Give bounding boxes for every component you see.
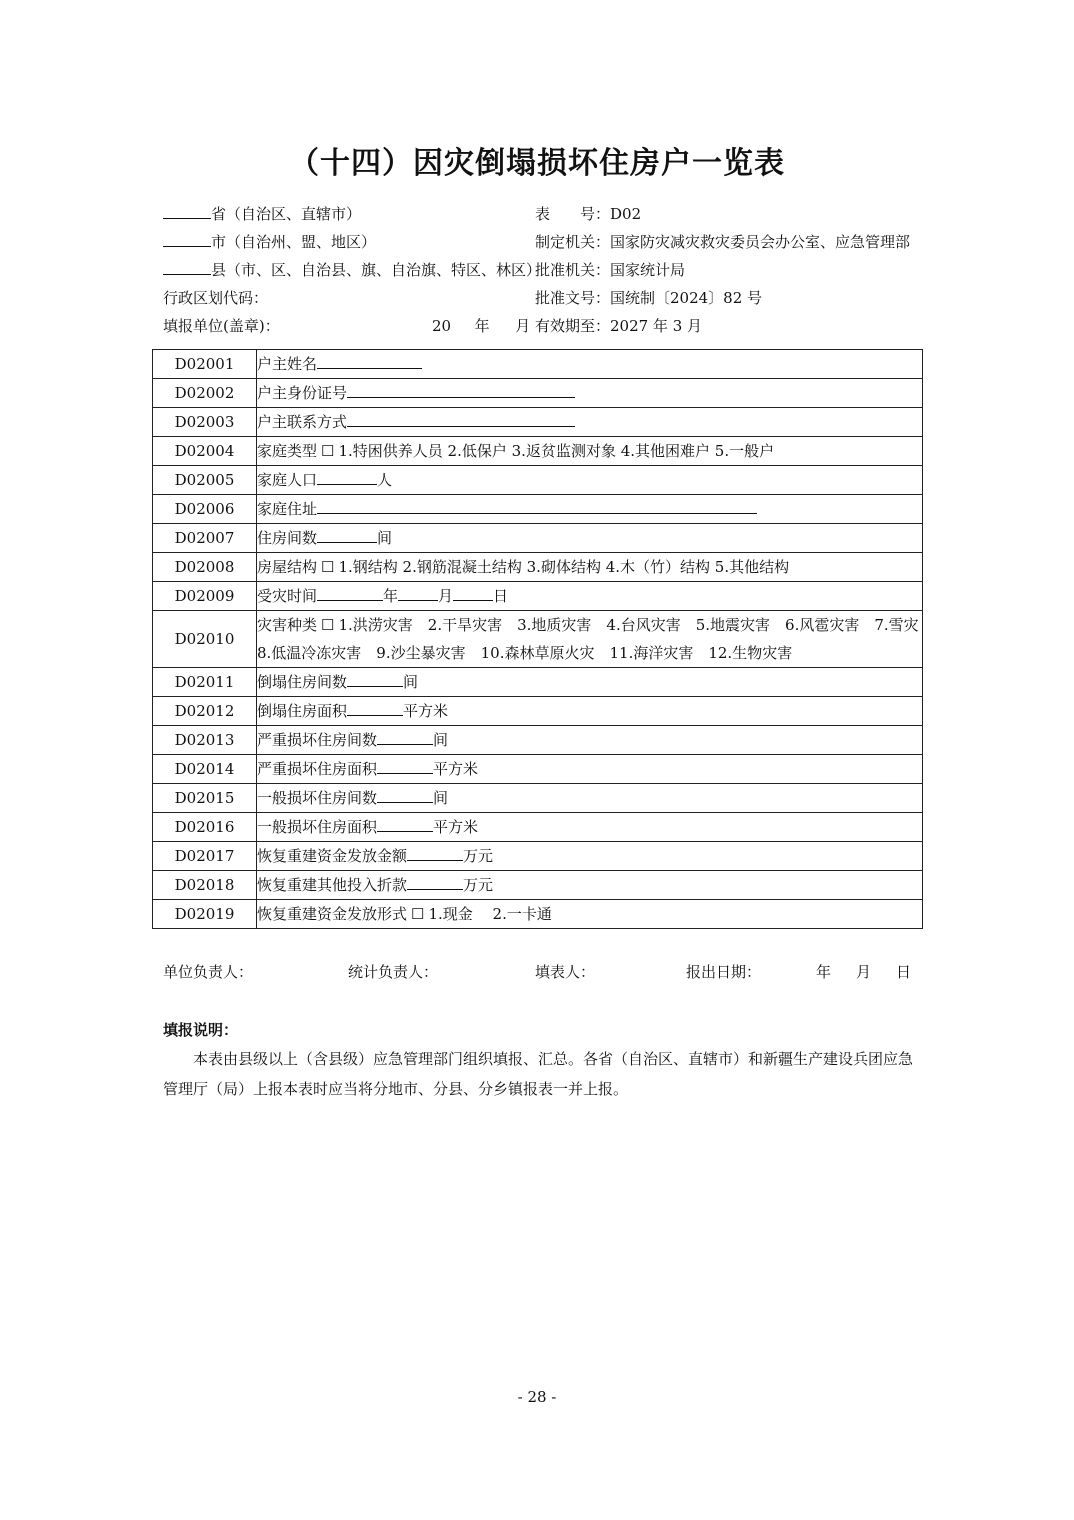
item-code: D02002 [153, 379, 257, 408]
item-code: D02013 [153, 726, 257, 755]
header-left-text: 县（市、区、自治县、旗、自治旗、特区、林区） [211, 261, 542, 279]
item-code: D02017 [153, 842, 257, 871]
item-label: 住房间数 [257, 529, 318, 547]
item-label: 灾害种类 [257, 616, 318, 634]
item-unit: 间 [403, 673, 419, 691]
date-year-prefix: 20 [432, 317, 452, 335]
fill-blank[interactable] [317, 496, 757, 514]
item-unit: 平方米 [433, 760, 479, 778]
fill-blank[interactable] [377, 785, 433, 803]
table-row [153, 437, 923, 466]
item-label: 一般损坏住房间数 [257, 789, 378, 807]
page-number: - 28 - [517, 1388, 557, 1406]
date-unit: 年 [383, 587, 399, 605]
header-right-line: 制定机关：国家防灾减灾救灾委员会办公室、应急管理部 [535, 233, 911, 251]
item-content [257, 379, 923, 408]
header-right [535, 200, 935, 340]
checkbox-icon[interactable]: ☐ [321, 558, 335, 576]
item-unit: 万元 [463, 847, 494, 865]
fill-blank[interactable] [317, 351, 422, 369]
item-code: D02011 [153, 668, 257, 697]
date-month-label: 月 [515, 317, 531, 335]
table-row [153, 871, 923, 900]
header-left-text: 行政区划代码： [163, 289, 269, 307]
table-row [153, 668, 923, 697]
header-left-line [163, 256, 542, 284]
item-label: 户主联系方式 [257, 413, 348, 431]
table-row [153, 408, 923, 437]
item-unit: 间 [433, 731, 449, 749]
fill-blank[interactable] [407, 843, 463, 861]
fill-blank[interactable] [317, 525, 377, 543]
checkbox-icon[interactable]: ☐ [411, 905, 425, 923]
item-options: 1.特困供养人员 2.低保户 3.返贫监测对象 4.其他困难户 5.一般户 [338, 442, 775, 460]
item-label: 倒塌住房间数 [257, 673, 348, 691]
table-row [153, 697, 923, 726]
item-label: 受灾时间 [257, 587, 318, 605]
item-content [257, 437, 923, 466]
item-unit: 万元 [463, 876, 494, 894]
report-date-label: 报出日期： [686, 963, 762, 981]
table-row [153, 900, 923, 929]
item-unit: 平方米 [433, 818, 479, 836]
item-code: D02018 [153, 871, 257, 900]
header-left-line [163, 284, 533, 312]
filler-label: 填表人： [535, 963, 596, 981]
date-unit: 日 [493, 587, 509, 605]
item-content [257, 900, 923, 929]
header-right-line: 表 号：D02 [535, 205, 642, 223]
fill-blank[interactable] [163, 201, 211, 219]
item-content [257, 842, 923, 871]
report-year-label: 年 [816, 963, 832, 981]
item-code: D02019 [153, 900, 257, 929]
fill-blank[interactable] [377, 727, 433, 745]
date-year-label: 年 [474, 317, 490, 335]
fill-blank[interactable] [347, 380, 575, 398]
item-unit: 人 [377, 471, 393, 489]
table-row [153, 611, 923, 668]
item-label: 家庭人口 [257, 471, 318, 489]
item-content [257, 611, 934, 668]
header-right-line: 批准机关：国家统计局 [535, 261, 686, 279]
fill-blank[interactable] [377, 814, 433, 832]
item-content [257, 350, 923, 379]
fill-blank[interactable] [317, 467, 377, 485]
item-content [257, 726, 923, 755]
item-label: 倒塌住房面积 [257, 702, 348, 720]
header-right-line: 批准文号：国统制〔2024〕82 号 [535, 289, 763, 307]
fill-blank[interactable] [377, 756, 433, 774]
fill-blank[interactable] [453, 583, 493, 601]
item-code: D02014 [153, 755, 257, 784]
header-left-text: 填报单位(盖章)： [163, 317, 280, 335]
item-content [257, 495, 923, 524]
fill-blank[interactable] [317, 583, 383, 601]
notes-title: 填报说明： [163, 1021, 239, 1039]
item-content [257, 466, 923, 495]
table-row [153, 842, 923, 871]
item-unit: 间 [377, 529, 393, 547]
item-content [257, 784, 923, 813]
unit-head-label: 单位负责人： [163, 963, 254, 981]
item-content [257, 582, 923, 611]
date-unit: 月 [438, 587, 454, 605]
item-label: 户主身份证号 [257, 384, 348, 402]
report-day-label: 日 [896, 963, 912, 981]
item-code: D02008 [153, 553, 257, 582]
fill-blank[interactable] [163, 257, 211, 275]
notes-body: 本表由县级以上（含县级）应急管理部门组织填报、汇总。各省（自治区、直辖市）和新疆生产建设兵团应急管理厅（局）上报本表时应当将分地市、分县、分乡镇报表一并上报。 [163, 1050, 914, 1098]
item-code: D02005 [153, 466, 257, 495]
item-code: D02001 [153, 350, 257, 379]
table-row [153, 379, 923, 408]
item-content [257, 668, 923, 697]
table-row [153, 813, 923, 842]
item-label: 家庭类型 [257, 442, 318, 460]
table-row [153, 466, 923, 495]
item-code: D02007 [153, 524, 257, 553]
fill-blank[interactable] [398, 583, 438, 601]
item-label: 家庭住址 [257, 500, 318, 518]
table-row [153, 784, 923, 813]
item-content [257, 871, 923, 900]
table-row [153, 553, 923, 582]
item-label: 严重损坏住房面积 [257, 760, 378, 778]
item-code: D02006 [153, 495, 257, 524]
item-code: D02003 [153, 408, 257, 437]
header-left-text: 省（自治区、直辖市） [211, 205, 362, 223]
item-content [257, 697, 923, 726]
report-month-label: 月 [856, 963, 872, 981]
table-row [153, 582, 923, 611]
item-label: 恢复重建其他投入折款 [257, 876, 408, 894]
table-row [153, 726, 923, 755]
fill-blank[interactable] [347, 698, 403, 716]
fill-date [432, 312, 530, 340]
item-code: D02009 [153, 582, 257, 611]
item-label: 户主姓名 [257, 355, 318, 373]
fill-blank[interactable] [347, 669, 403, 687]
item-content [257, 524, 923, 553]
item-label: 一般损坏住房面积 [257, 818, 378, 836]
item-content [257, 553, 923, 582]
header-left-line [163, 200, 533, 228]
checkbox-icon[interactable]: ☐ [321, 442, 335, 460]
table-row [153, 755, 923, 784]
item-code: D02016 [153, 813, 257, 842]
item-unit: 平方米 [403, 702, 449, 720]
item-content [257, 408, 923, 437]
signature-row [163, 958, 923, 986]
item-content [257, 813, 923, 842]
fill-blank[interactable] [163, 229, 211, 247]
fill-blank[interactable] [407, 872, 463, 890]
item-label: 恢复重建资金发放金额 [257, 847, 408, 865]
header-left-line [163, 228, 533, 256]
item-code: D02010 [153, 611, 257, 668]
table-row [153, 350, 923, 379]
item-code: D02004 [153, 437, 257, 466]
table-row [153, 495, 923, 524]
item-unit: 间 [433, 789, 449, 807]
item-options: 1.钢结构 2.钢筋混凝土结构 3.砌体结构 4.木（竹）结构 5.其他结构 [338, 558, 790, 576]
item-options: 1.洪涝灾害 2.干旱灾害 3.地质灾害 4.台风灾害 5.地震灾害 6.风雹灾害 7.雪灾 8.低温冷冻灾害 9.沙尘暴灾害 10.森林草原火灾 11.海洋灾害 12.生物灾害 [257, 616, 934, 662]
checkbox-icon[interactable]: ☐ [321, 616, 335, 634]
item-code: D02015 [153, 784, 257, 813]
item-options: 1.现金 2.一卡通 [428, 905, 552, 923]
header-right-line: 有效期至：2027 年 3 月 [535, 317, 703, 335]
item-label: 严重损坏住房间数 [257, 731, 378, 749]
household-form-table [152, 349, 934, 929]
table-row [153, 524, 923, 553]
header-left-text: 市（自治州、盟、地区） [211, 233, 377, 251]
item-label: 房屋结构 [257, 558, 318, 576]
stat-head-label: 统计负责人： [348, 963, 439, 981]
item-label: 恢复重建资金发放形式 [257, 905, 408, 923]
item-code: D02012 [153, 697, 257, 726]
item-content [257, 755, 923, 784]
fill-blank[interactable] [347, 409, 575, 427]
page-title: （十四）因灾倒塌损坏住房户一览表 [289, 146, 785, 181]
